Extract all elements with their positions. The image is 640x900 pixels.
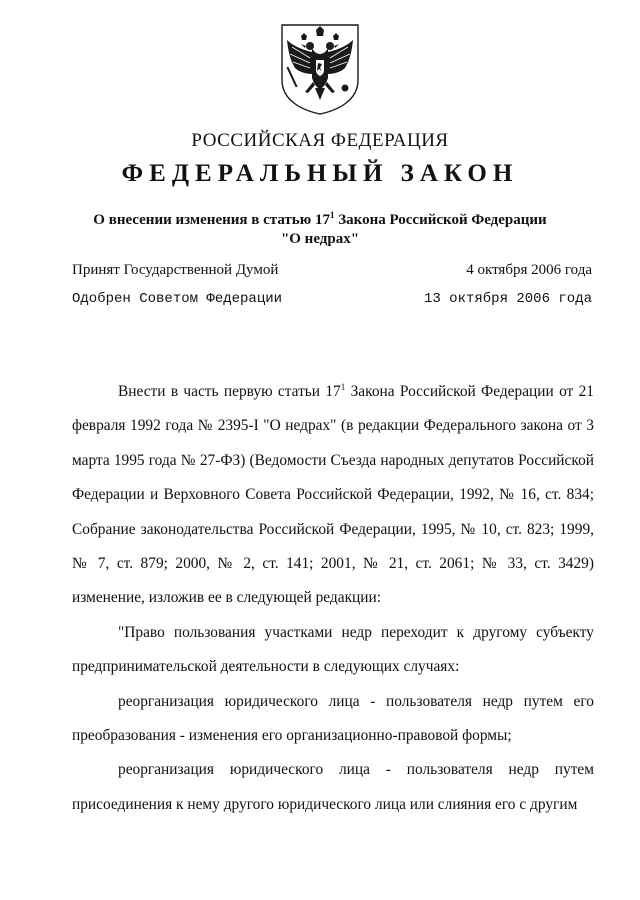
p1-text-cont: Закона Российской Федерации от 21 февраля 1992 года № 2395-I "О недрах" (в редакции Федерального закона от 3 марта 1995 года № 27-ФЗ) (Ведомости Съезда народных депутатов Российской Федерации и Верховного Совета Российской Федерации, 1992, № 16, ст. 834; Собрание законодательства Российской Федерации, 1995, № 10, ст. 823; 1999, № 7, ст. 879; 2000, № 2, ст. 141; 2001, № 21, ст. 2061; № 33, ст. 3429) изменение, изложив ее в следующей редакции:	[72, 383, 594, 607]
adoption-council-date: 13 октября 2006 года	[423, 291, 592, 307]
coat-of-arms-icon	[279, 22, 361, 116]
body-paragraph-1	[72, 375, 594, 616]
adoption-council-label: Одобрен Советом Федерации	[72, 291, 283, 307]
law-title	[60, 206, 580, 249]
law-title-line-2: "О недрах"	[280, 231, 360, 247]
p1-text: Внести в часть первую статьи 17	[118, 383, 341, 400]
body-paragraph-4: реорганизация юридического лица - пользователя недр путем присоединения к нему другого юридического лица или слияния его с другим	[72, 761, 594, 813]
country-heading: РОССИЙСКАЯ ФЕДЕРАЦИЯ	[191, 130, 449, 151]
body-paragraph-3: реорганизация юридического лица - пользователя недр путем его преобразования - изменения его организационно-правовой формы;	[72, 692, 594, 745]
law-title-text: О внесении изменения в статью 17	[93, 212, 330, 228]
law-body	[72, 375, 594, 822]
p1-superscript: 1	[340, 381, 346, 392]
law-title-text-cont: Закона Российской Федерации	[334, 212, 547, 228]
body-paragraph-2: "Право пользования участками недр переходит к другому субъекту предпринимательской деятельности в следующих случаях:	[72, 623, 594, 676]
law-title-line-1	[60, 206, 580, 230]
adoption-duma	[72, 262, 592, 279]
adoption-federation-council	[72, 291, 592, 307]
adoption-duma-date: 4 октября 2006 года	[466, 262, 592, 278]
law-title-superscript: 1	[329, 210, 335, 220]
law-type-heading: ФЕДЕРАЛЬНЫЙ ЗАКОН	[121, 160, 519, 187]
adoption-duma-label: Принят Государственной Думой	[72, 262, 279, 278]
